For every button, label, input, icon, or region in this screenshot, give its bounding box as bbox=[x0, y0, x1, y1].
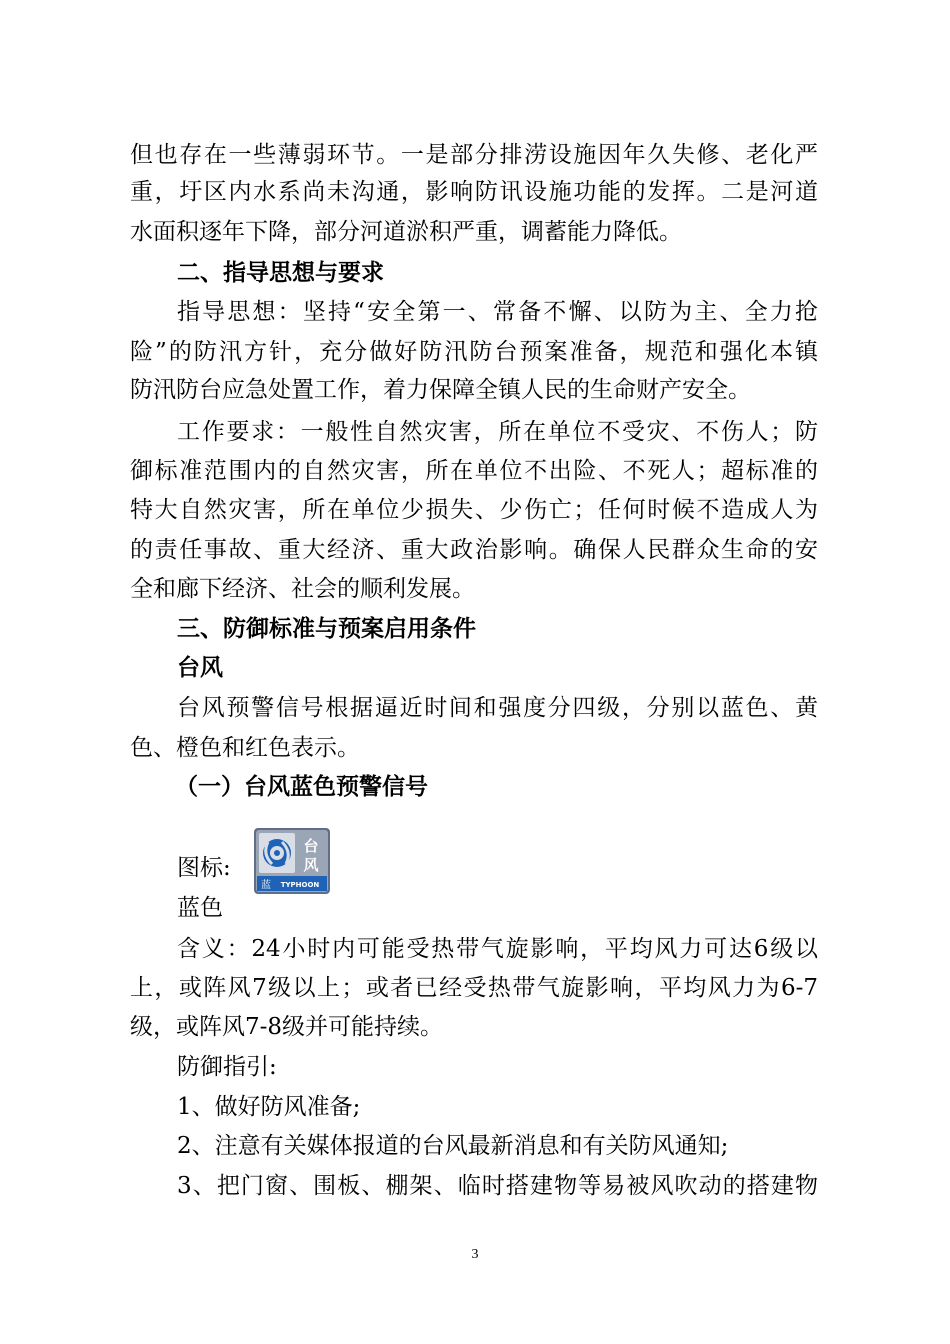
section-heading: 三、防御标准与预案启用条件 bbox=[177, 616, 476, 642]
paragraph-line: 特大自然灾害，所在单位少损失、少伤亡；任何时候不造成人为 bbox=[130, 497, 818, 523]
section-heading: 二、指导思想与要求 bbox=[177, 260, 384, 286]
paragraph-line: 险”的防汛方针，充分做好防汛防台预案准备，规范和强化本镇 bbox=[130, 339, 818, 365]
icon-char-1: 台 bbox=[303, 837, 319, 855]
paragraph-line: 重，圩区内水系尚未沟通，影响防讯设施功能的发挥。二是河道 bbox=[130, 179, 818, 205]
paragraph-line: 御标准范围内的自然灾害，所在单位不出险、不死人；超标准的 bbox=[130, 458, 818, 484]
icon-color-label: 蓝色 bbox=[177, 895, 223, 921]
paragraph-line: 上，或阵风7级以上；或者已经受热带气旋影响，平均风力为6-7 bbox=[130, 975, 818, 1001]
paragraph-line: 防汛防台应急处置工作，着力保障全镇人民的生命财产安全。 bbox=[130, 377, 751, 403]
paragraph-line: 指导思想：坚持“安全第一、常备不懈、以防为主、全力抢 bbox=[177, 299, 818, 325]
paragraph-line: 含义：24小时内可能受热带气旋影响，平均风力可达6级以 bbox=[177, 936, 818, 962]
paragraph-line: 全和廊下经济、社会的顺利发展。 bbox=[130, 576, 475, 602]
list-item: 3、把门窗、围板、棚架、临时搭建物等易被风吹动的搭建物 bbox=[177, 1173, 818, 1199]
paragraph-line: 的责任事故、重大经济、重大政治影响。确保人民群众生命的安 bbox=[130, 537, 818, 563]
typhoon-blue-signal-icon bbox=[254, 828, 330, 894]
list-item: 1、做好防风准备; bbox=[177, 1094, 361, 1120]
icon-row bbox=[177, 828, 377, 898]
subsection-heading: 台风 bbox=[177, 655, 223, 681]
icon-char-2: 风 bbox=[303, 856, 319, 874]
icon-english-label: TYPHOON bbox=[280, 881, 320, 889]
page-number: 3 bbox=[471, 1247, 479, 1262]
paragraph-line: 级，或阵风7-8级并可能持续。 bbox=[130, 1014, 444, 1040]
paragraph-line: 工作要求：一般性自然灾害，所在单位不受灾、不伤人；防 bbox=[177, 419, 818, 445]
icon-level-char: 蓝 bbox=[261, 880, 271, 891]
subsection-heading: （一）台风蓝色预警信号 bbox=[175, 774, 428, 800]
paragraph-line: 台风预警信号根据逼近时间和强度分四级，分别以蓝色、黄 bbox=[177, 695, 818, 721]
paragraph-line: 但也存在一些薄弱环节。一是部分排涝设施因年久失修、老化严 bbox=[130, 142, 818, 168]
paragraph-line: 色、橙色和红色表示。 bbox=[130, 735, 360, 761]
list-item: 2、注意有关媒体报道的台风最新消息和有关防风通知; bbox=[177, 1133, 729, 1159]
paragraph-line: 水面积逐年下降，部分河道淤积严重，调蓄能力降低。 bbox=[130, 219, 682, 245]
icon-label: 图标: bbox=[177, 855, 231, 881]
paragraph-line: 防御指引: bbox=[177, 1054, 277, 1080]
